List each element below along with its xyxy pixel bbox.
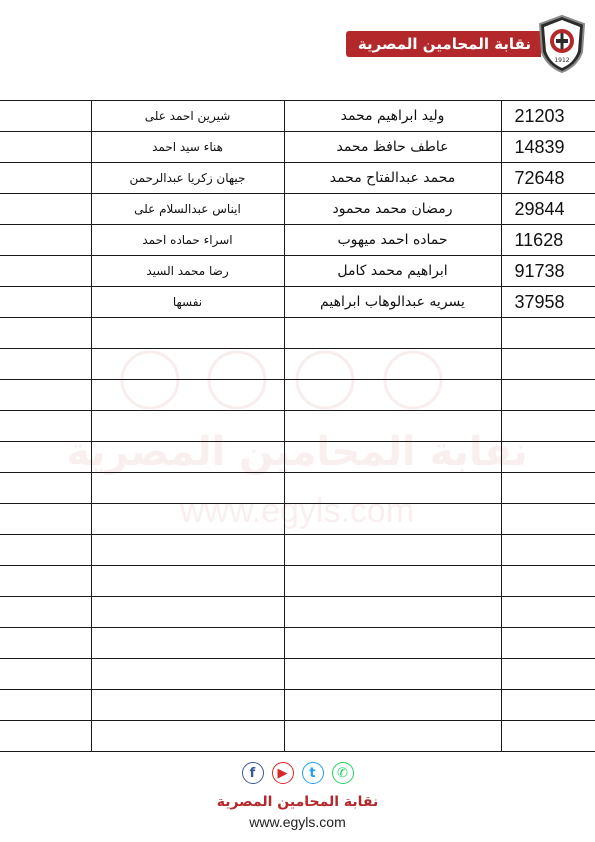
header [346, 14, 587, 74]
number-cell [501, 659, 595, 690]
name-cell [284, 504, 501, 535]
number-cell [501, 628, 595, 659]
number-cell [501, 504, 595, 535]
name-cell [284, 659, 501, 690]
number-cell [501, 721, 595, 752]
extra-cell [0, 380, 91, 411]
extra-cell [0, 628, 91, 659]
guardian-cell [91, 380, 284, 411]
number-cell [501, 349, 595, 380]
number-cell [501, 411, 595, 442]
guardian-cell [91, 566, 284, 597]
number-cell: 14839 [501, 132, 595, 163]
number-cell: 11628 [501, 225, 595, 256]
name-cell: ابراهيم محمد كامل [284, 256, 501, 287]
name-cell [284, 535, 501, 566]
name-cell: يسريه عبدالوهاب ابراهيم [284, 287, 501, 318]
table-row [0, 132, 595, 163]
table-row [0, 349, 595, 380]
table-row [0, 163, 595, 194]
table-row [0, 380, 595, 411]
guardian-cell: رضا محمد السيد [91, 256, 284, 287]
table-row [0, 256, 595, 287]
extra-cell [0, 597, 91, 628]
number-cell: 37958 [501, 287, 595, 318]
extra-cell [0, 225, 91, 256]
table-row [0, 473, 595, 504]
guardian-cell [91, 659, 284, 690]
table-row [0, 628, 595, 659]
table-row [0, 690, 595, 721]
name-cell [284, 442, 501, 473]
guardian-cell [91, 535, 284, 566]
guardian-cell [91, 442, 284, 473]
number-cell [501, 473, 595, 504]
table-row [0, 225, 595, 256]
name-cell: حماده احمد ميهوب [284, 225, 501, 256]
name-cell: محمد عبدالفتاح محمد [284, 163, 501, 194]
guardian-cell [91, 628, 284, 659]
youtube-icon[interactable]: ▶ [272, 762, 294, 784]
table-row [0, 101, 595, 132]
extra-cell [0, 256, 91, 287]
name-cell [284, 597, 501, 628]
guardian-cell [91, 690, 284, 721]
extra-cell [0, 504, 91, 535]
table-row [0, 442, 595, 473]
extra-cell [0, 132, 91, 163]
table-row [0, 287, 595, 318]
guardian-cell [91, 504, 284, 535]
social-links [0, 762, 595, 786]
extra-cell [0, 318, 91, 349]
extra-cell [0, 721, 91, 752]
name-cell: عاطف حافظ محمد [284, 132, 501, 163]
extra-cell [0, 566, 91, 597]
name-cell [284, 721, 501, 752]
table-row [0, 721, 595, 752]
guardian-cell [91, 597, 284, 628]
watermark-title: نقابة المحامين المصرية [66, 429, 528, 475]
name-cell: وليد ابراهيم محمد [284, 101, 501, 132]
table-row [0, 318, 595, 349]
number-cell [501, 442, 595, 473]
table-row [0, 659, 595, 690]
members-table [0, 100, 595, 752]
number-cell [501, 318, 595, 349]
extra-cell [0, 411, 91, 442]
number-cell: 72648 [501, 163, 595, 194]
number-cell [501, 380, 595, 411]
guardian-cell [91, 721, 284, 752]
name-cell [284, 411, 501, 442]
number-cell: 91738 [501, 256, 595, 287]
extra-cell [0, 163, 91, 194]
watermark-url: www.egyls.com [179, 492, 415, 530]
name-cell [284, 318, 501, 349]
table-row [0, 535, 595, 566]
table-row [0, 566, 595, 597]
number-cell [501, 566, 595, 597]
footer-url[interactable]: www.egyls.com [249, 814, 346, 830]
number-cell [501, 597, 595, 628]
guardian-cell: نفسها [91, 287, 284, 318]
number-cell [501, 535, 595, 566]
extra-cell [0, 473, 91, 504]
syndicate-logo-icon [537, 14, 587, 74]
guardian-cell: اسراء حماده احمد [91, 225, 284, 256]
guardian-cell: ايناس عبدالسلام على [91, 194, 284, 225]
extra-cell [0, 690, 91, 721]
header-title-banner [346, 31, 541, 57]
guardian-cell: جيهان زكريا عبدالرحمن [91, 163, 284, 194]
extra-cell [0, 442, 91, 473]
guardian-cell [91, 411, 284, 442]
guardian-cell [91, 473, 284, 504]
name-cell [284, 690, 501, 721]
name-cell: رمضان محمد محمود [284, 194, 501, 225]
name-cell [284, 349, 501, 380]
guardian-cell: هناء سيد احمد [91, 132, 284, 163]
extra-cell [0, 194, 91, 225]
guardian-cell: شيرين احمد على [91, 101, 284, 132]
name-cell [284, 380, 501, 411]
footer [0, 762, 595, 830]
name-cell [284, 566, 501, 597]
extra-cell [0, 287, 91, 318]
name-cell [284, 628, 501, 659]
table-row [0, 411, 595, 442]
number-cell: 21203 [501, 101, 595, 132]
whatsapp-icon[interactable]: ✆ [332, 762, 354, 784]
header-title: نقابة المحامين المصرية [357, 35, 531, 53]
extra-cell [0, 349, 91, 380]
table-row [0, 597, 595, 628]
logo-year: 1912 [554, 57, 570, 64]
extra-cell [0, 101, 91, 132]
extra-cell [0, 535, 91, 566]
extra-cell [0, 659, 91, 690]
table-row [0, 194, 595, 225]
number-cell: 29844 [501, 194, 595, 225]
facebook-icon[interactable]: f [242, 762, 264, 784]
name-cell [284, 473, 501, 504]
table-row [0, 504, 595, 535]
guardian-cell [91, 318, 284, 349]
guardian-cell [91, 349, 284, 380]
twitter-icon[interactable]: t [302, 762, 324, 784]
number-cell [501, 690, 595, 721]
footer-title: نقابة المحامين المصرية [216, 794, 379, 810]
